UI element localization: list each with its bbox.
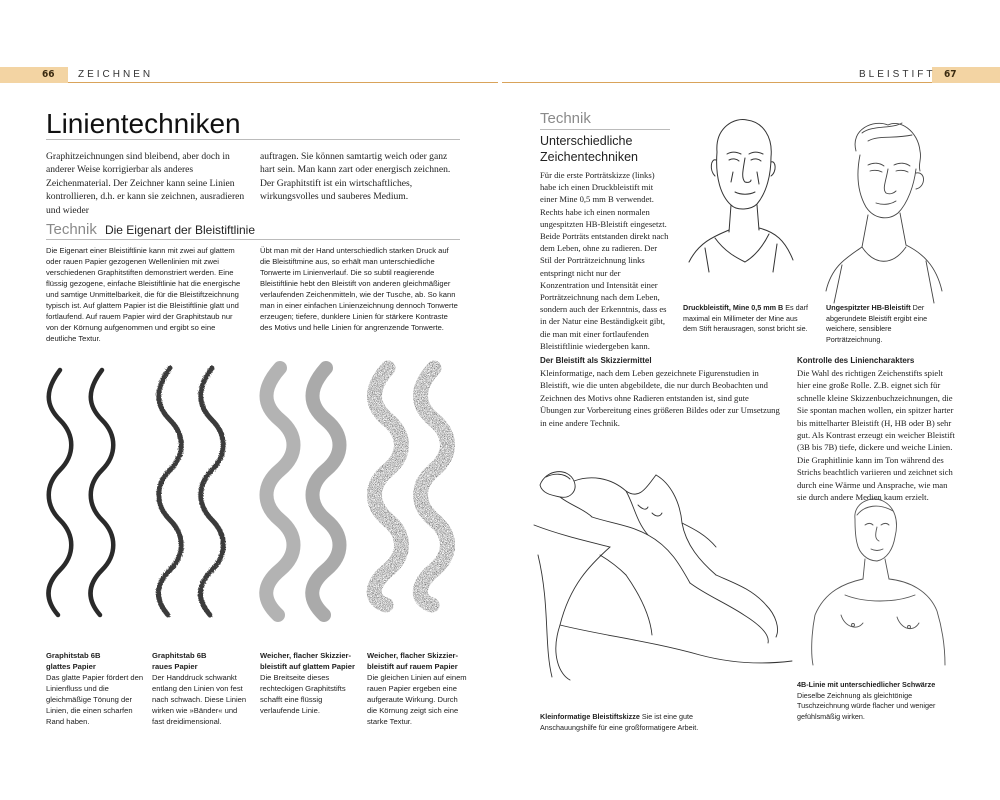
caption-mechanical-pencil: Druckbleistift, Mine 0,5 mm B Es darf maximal ein Millimeter der Mine aus dem Stift herausragen, sonst bricht sie.: [683, 303, 809, 333]
wave-flat-rough-1: [374, 368, 401, 605]
section-column-2: Übt man mit der Hand unterschiedlich starken Druck auf die Bleistiftmine aus, so erhält man unterschiedliche Tonwerte im Linienverlauf. Die so subtil reagierende Bleistiftlinie hebt den Bleistift von anderen gleichmäßiger verlaufenden Zeichenmitteln, wie der Tusche, ab. So kann man in einer einfachen Linienzeichnung dennoch Tonwerte erzeugen; tiefere, dunklere Linien für stärkere Kontraste des Motivs und helle Linien für angrenzende Tonwerte.: [260, 246, 458, 332]
left-header-bar: [0, 67, 68, 83]
kontrolle-heading: Kontrolle des Liniencharakters: [797, 356, 915, 365]
portrait-sketch-hb-pencil: [822, 115, 947, 305]
wave-flat-smooth-2: [312, 368, 339, 615]
bust-sketch-4b: [805, 495, 955, 665]
intro-column-2: auftragen. Sie können samtartig weich oder ganz hart sein. Man kann zart oder energisch zeichnen. Der Graphitstift ist ein wirtschaftliches, wirkungsvolles und sauberes Medium.: [260, 151, 451, 203]
reclining-figure-sketch: [530, 465, 800, 685]
left-page-number: 66: [42, 69, 55, 80]
skizze-heading: Der Bleistift als Skizziermittel: [540, 356, 652, 365]
right-body-text: Für die erste Porträtskizze (links) habe ich einen Druckbleistift mit einer Mine 0,5 mm B verwendet. Rechts habe ich einen normalen ungespitzten HB-Bleistift eingesetzt. Beide Porträts entstanden direkt nach dem Leben, ohne zu radieren. Der Stil der Porträtzeichnung links entspringt nicht nur der Konzentration und Intensität einer Porträtzeichnung nach dem Leben, sondern auch der Erkenntnis, dass es in der Natur eine Beständigkeit gibt, die man mit einer fortlaufenden Bleistiftlinie wiedergeben kann.: [540, 170, 669, 351]
section-title: Die Eigenart der Bleistiftlinie: [104, 223, 256, 237]
wavy-lines-illustration: [30, 360, 490, 620]
caption-flat-smooth: Weicher, flacher Skizzier- bleistift auf glattem Papier Die Breitseite dieses rechteckigen Graphitstifts schafft eine flüssig verlaufende Linie.: [260, 651, 355, 715]
page-title: Linientechniken: [46, 108, 241, 139]
kontrolle-body: Die Wahl des richtigen Zeichenstifts spielt hier eine große Rolle. Z.B. eignet sich für schnelle kleine Skizzenbuchzeichnungen, die Sie spontan machen wollen, ein spitzer harter bis mittelharter Bleistift (H, HB oder B) sehr gut. Als Kontrast erzeugt ein weicher Bleistift (3B bis 7B) tiefe, dickere und weiche Linien. Die Graphitlinie kann im Ton während des Strichs beachtlich variieren und zeichnet sich durch eine Wärme und Ansprache, wie man sie durch andere Medien kaum erzielt.: [797, 368, 955, 503]
caption-graphite-smooth: Graphitstab 6B glattes Papier Das glatte Papier fördert den Linienfluss und die gleichmäßige Tönung der Linien, die einen scharfen Rand haben.: [46, 651, 144, 726]
section-heading: [46, 219, 255, 238]
wave-flat-smooth-1: [266, 368, 293, 615]
wave-smooth-2: [90, 370, 113, 615]
intro-column-1: Graphitzeichnungen sind bleibend, aber doch in anderer Weise korrigierbar als anderes Zeichenmaterial. Der Zeichner kann seine Linien kontrollieren, d.h. er kann sie zeichnen, ausradieren und wieder: [46, 151, 245, 216]
right-running-head: BLEISTIFT: [859, 69, 936, 80]
right-page-number: 67: [944, 69, 957, 80]
right-technik-kicker: Technik: [540, 110, 591, 127]
caption-flat-rough: Weicher, flacher Skizzier- bleistift auf rauem Papier Die gleichen Linien auf einem rauen Papier ergeben eine aufgeraute Wirkung. Durch die Körnung zeigt sich eine starke Textur.: [367, 651, 467, 726]
wave-rough-2: [200, 368, 223, 615]
right-section-heading: Unterschiedliche Zeichentechniken: [540, 134, 638, 164]
wave-smooth-1: [48, 370, 71, 615]
section-rule: [46, 239, 460, 240]
right-kicker-rule: [540, 129, 670, 130]
caption-bust-sketch: 4B-Linie mit unterschiedlicher Schwärze Dieselbe Zeichnung als gleichtönige Tuschzeichnung würde flacher und weniger gefühlsmäßig wirken.: [797, 680, 936, 721]
caption-graphite-rough: Graphitstab 6B raues Papier Der Handdruck schwankt entlang den Linien von fest nach schwach. Diese Linien wirken wie »Bänder« und fast dreidimensional.: [152, 651, 247, 726]
left-running-head: ZEICHNEN: [78, 69, 154, 80]
technik-kicker: Technik: [46, 221, 97, 238]
skizze-body: Kleinformatige, nach dem Leben gezeichnete Figurenstudien in Bleistift, wie die unten abgebildete, die nur durch Beobachten und Zeichnen des Motivs ohne Radieren entstanden ist, sind gute Übungen zur Vorbereitung eines größeren Bildes oder zur Umsetzung in eine andere Technik.: [540, 368, 780, 428]
wave-rough-1: [158, 368, 181, 615]
caption-hb-pencil: Ungespitzter HB-Bleistift Der abgerundete Bleistift ergibt eine weichere, sensiblere Porträtzeichnung.: [826, 303, 928, 344]
caption-figure-sketch: Kleinformatige Bleistiftskizze Sie ist eine gute Anschauungshilfe für eine großformatigere Arbeit.: [540, 712, 699, 732]
portrait-sketch-mechanical-pencil: [685, 112, 795, 302]
right-header-bar: [932, 67, 1000, 83]
section-column-1: Die Eigenart einer Bleistiftlinie kann mit zwei auf glattem oder rauen Papier gezogenen Wellenlinien mit zwei verschiedenen Graphitstiften demonstriert werden. Eine flüssig gezogene, einfache Bleistiftlinie hat die energische und samtige Unmittelbarkeit, die für die Bleistiftzeichnung typisch ist. Auf glattem Papier ist die Bleistiftlinie glatt und fortlaufend. Auf rauem Papier wird der Graphitstaub nur von der Körnung aufgenommen und ergibt so eine deutliche Textur.: [46, 246, 241, 343]
title-rule: [46, 139, 460, 140]
wave-flat-rough-2: [420, 368, 447, 605]
